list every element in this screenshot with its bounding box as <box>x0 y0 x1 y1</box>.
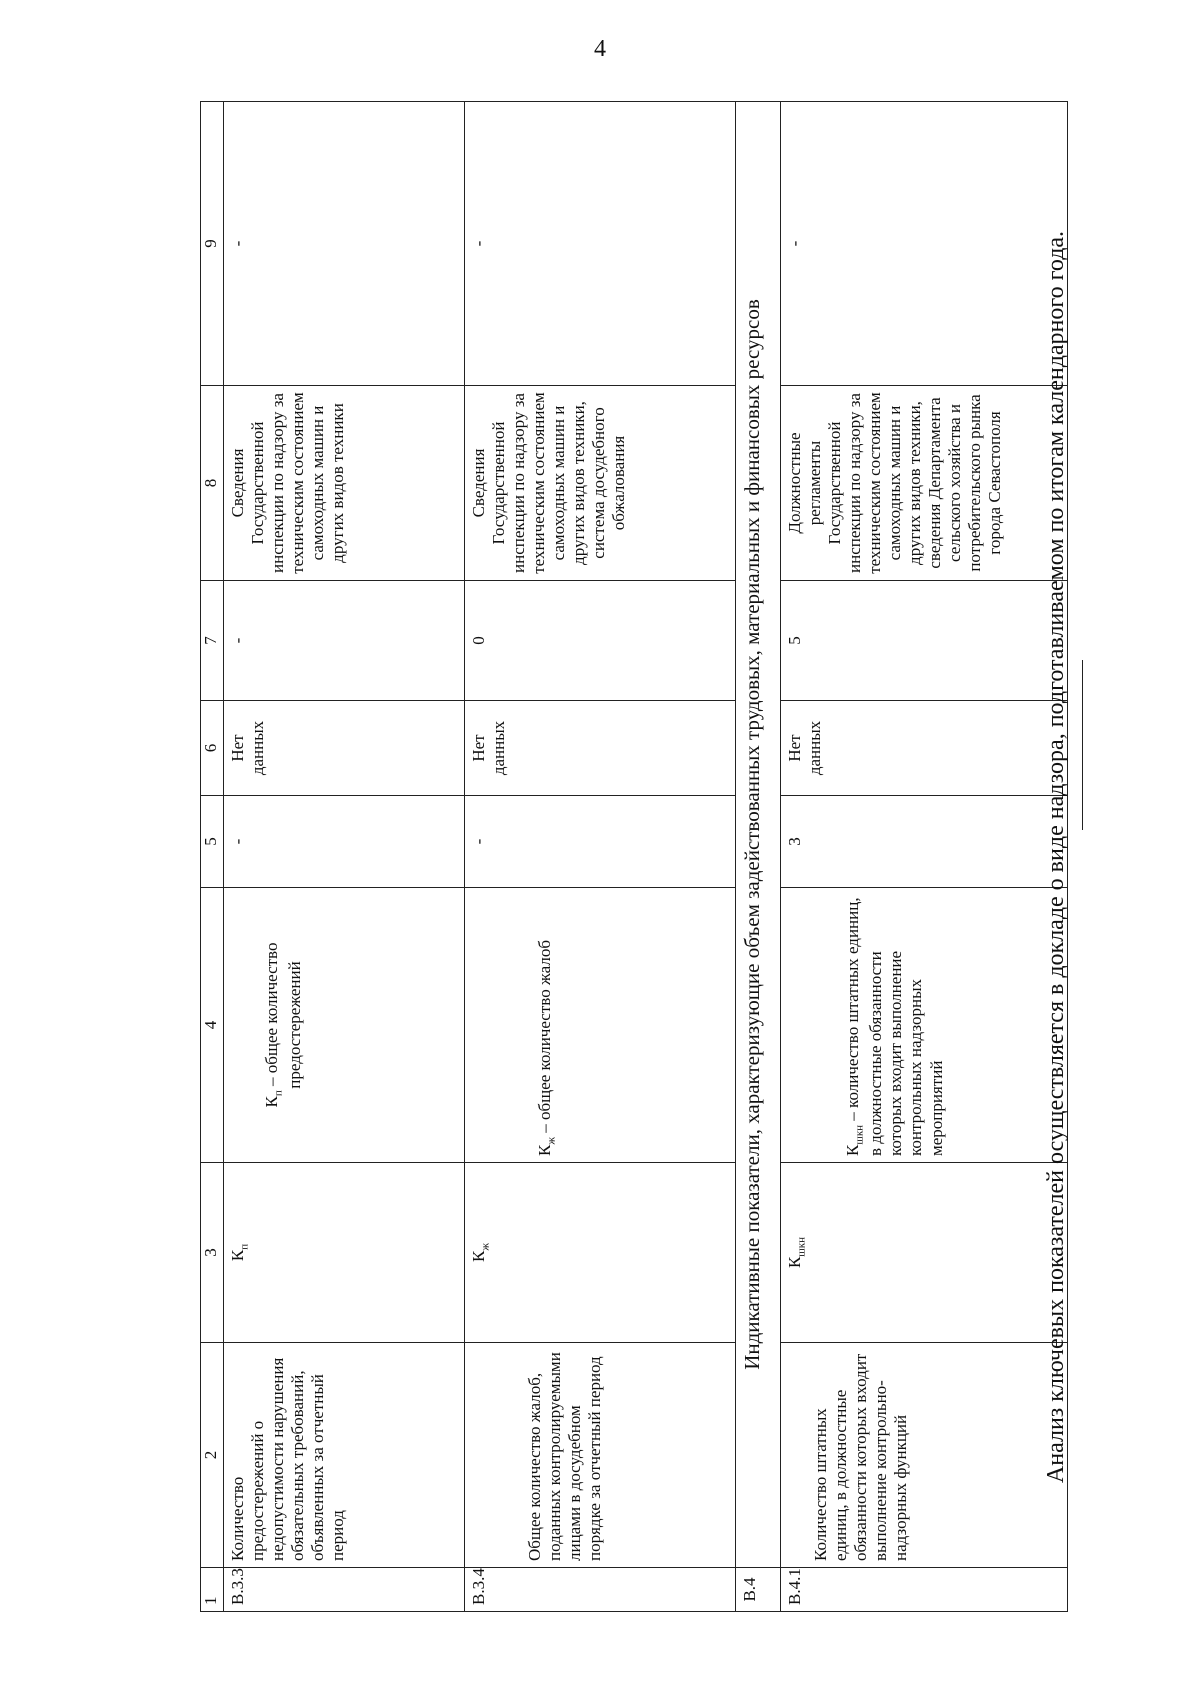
formula-description <box>465 888 736 1163</box>
column-number: 3 <box>201 1163 224 1343</box>
row-code: В.3.3 <box>224 1568 465 1612</box>
column-number: 6 <box>201 701 224 796</box>
formula-text: – общее количество предостережений <box>262 942 305 1091</box>
column-number: 2 <box>201 1343 224 1568</box>
indicators-table <box>200 101 1068 1612</box>
indicator-symbol <box>224 1163 465 1343</box>
row-code: В.3.4 <box>465 1568 736 1612</box>
symbol-main: К <box>785 1256 804 1269</box>
formula-text: – количество штатных единиц, в должностные обязанности которых входит выполнение контрольных надзорных мероприятий <box>843 897 946 1156</box>
rotated-page-content <box>200 102 1069 1612</box>
symbol-main: К <box>469 1250 488 1262</box>
target-value: - <box>465 796 736 888</box>
table-row <box>465 102 736 1612</box>
page-number: 4 <box>594 36 606 62</box>
data-source: Сведения Государственной инспекции по надзору за техническим состоянием самоходных машин и других видов техники, система досудебного обжалования <box>465 386 736 581</box>
formula-subscript: шкн <box>853 1124 866 1145</box>
indicator-name: Количество штатных единиц, в должностные обязанности которых входит выполнение контрольно-надзорных функций <box>781 1343 1068 1568</box>
indicator-symbol <box>781 1163 1068 1343</box>
formula-symbol: К <box>262 1096 281 1108</box>
symbol-subscript: п <box>238 1243 251 1250</box>
symbol-main: К <box>228 1249 247 1262</box>
indicator-name: Количество предостережений о недопустимости нарушения обязательных требований, объявленных за отчетный период <box>224 1343 465 1568</box>
actual-value: Нет данных <box>224 701 465 796</box>
table-row <box>224 102 465 1612</box>
target-value: - <box>224 796 465 888</box>
value-col7: 5 <box>781 581 1068 701</box>
section-header-row <box>736 102 781 1612</box>
value-col7: 0 <box>465 581 736 701</box>
closing-rule <box>1082 660 1083 830</box>
value-col9: - <box>781 102 1068 386</box>
symbol-subscript: ж <box>479 1243 492 1251</box>
column-number: 5 <box>201 796 224 888</box>
formula-text: – общее количество жалоб <box>535 939 554 1138</box>
formula-description <box>224 888 465 1163</box>
formula-description <box>781 888 1068 1163</box>
column-number: 7 <box>201 581 224 701</box>
column-number: 8 <box>201 386 224 581</box>
actual-value: Нет данных <box>465 701 736 796</box>
formula-symbol: К <box>843 1144 862 1156</box>
indicator-symbol <box>465 1163 736 1343</box>
data-source: Должностные регламенты Государственной инспекции по надзору за техническим состоянием самоходных машин и других видов техники, сведения Департамента сельского хозяйства и потребительского рынка города Севастополя <box>781 386 1068 581</box>
footnote: Анализ ключевых показателей осуществляется в докладе о виде надзора, подготавливаемом по итогам календарного года. <box>1043 230 1069 1484</box>
column-number: 1 <box>201 1568 224 1612</box>
data-source: Сведения Государственной инспекции по надзору за техническим состоянием самоходных машин и других видов техники <box>224 386 465 581</box>
actual-value: Нет данных <box>781 701 1068 796</box>
table-row <box>781 102 1068 1612</box>
value-col9: - <box>465 102 736 386</box>
symbol-subscript: шкн <box>795 1236 808 1257</box>
formula-subscript: п <box>272 1090 285 1097</box>
value-col9: - <box>224 102 465 386</box>
row-code: В.4.1 <box>781 1568 1068 1612</box>
target-value: 3 <box>781 796 1068 888</box>
indicator-name: Общее количество жалоб, поданных контролируемыми лицами в досудебном порядке за отчетный период <box>465 1343 736 1568</box>
section-title: Индикативные показатели, характеризующие объем задействованных трудовых, материальных и финансовых ресурсов <box>736 102 781 1568</box>
section-code: В.4 <box>736 1568 781 1612</box>
column-number: 9 <box>201 102 224 386</box>
column-number: 4 <box>201 888 224 1163</box>
column-number-row <box>201 102 224 1612</box>
formula-subscript: ж <box>545 1137 558 1145</box>
formula-symbol: К <box>535 1144 554 1156</box>
value-col7: - <box>224 581 465 701</box>
